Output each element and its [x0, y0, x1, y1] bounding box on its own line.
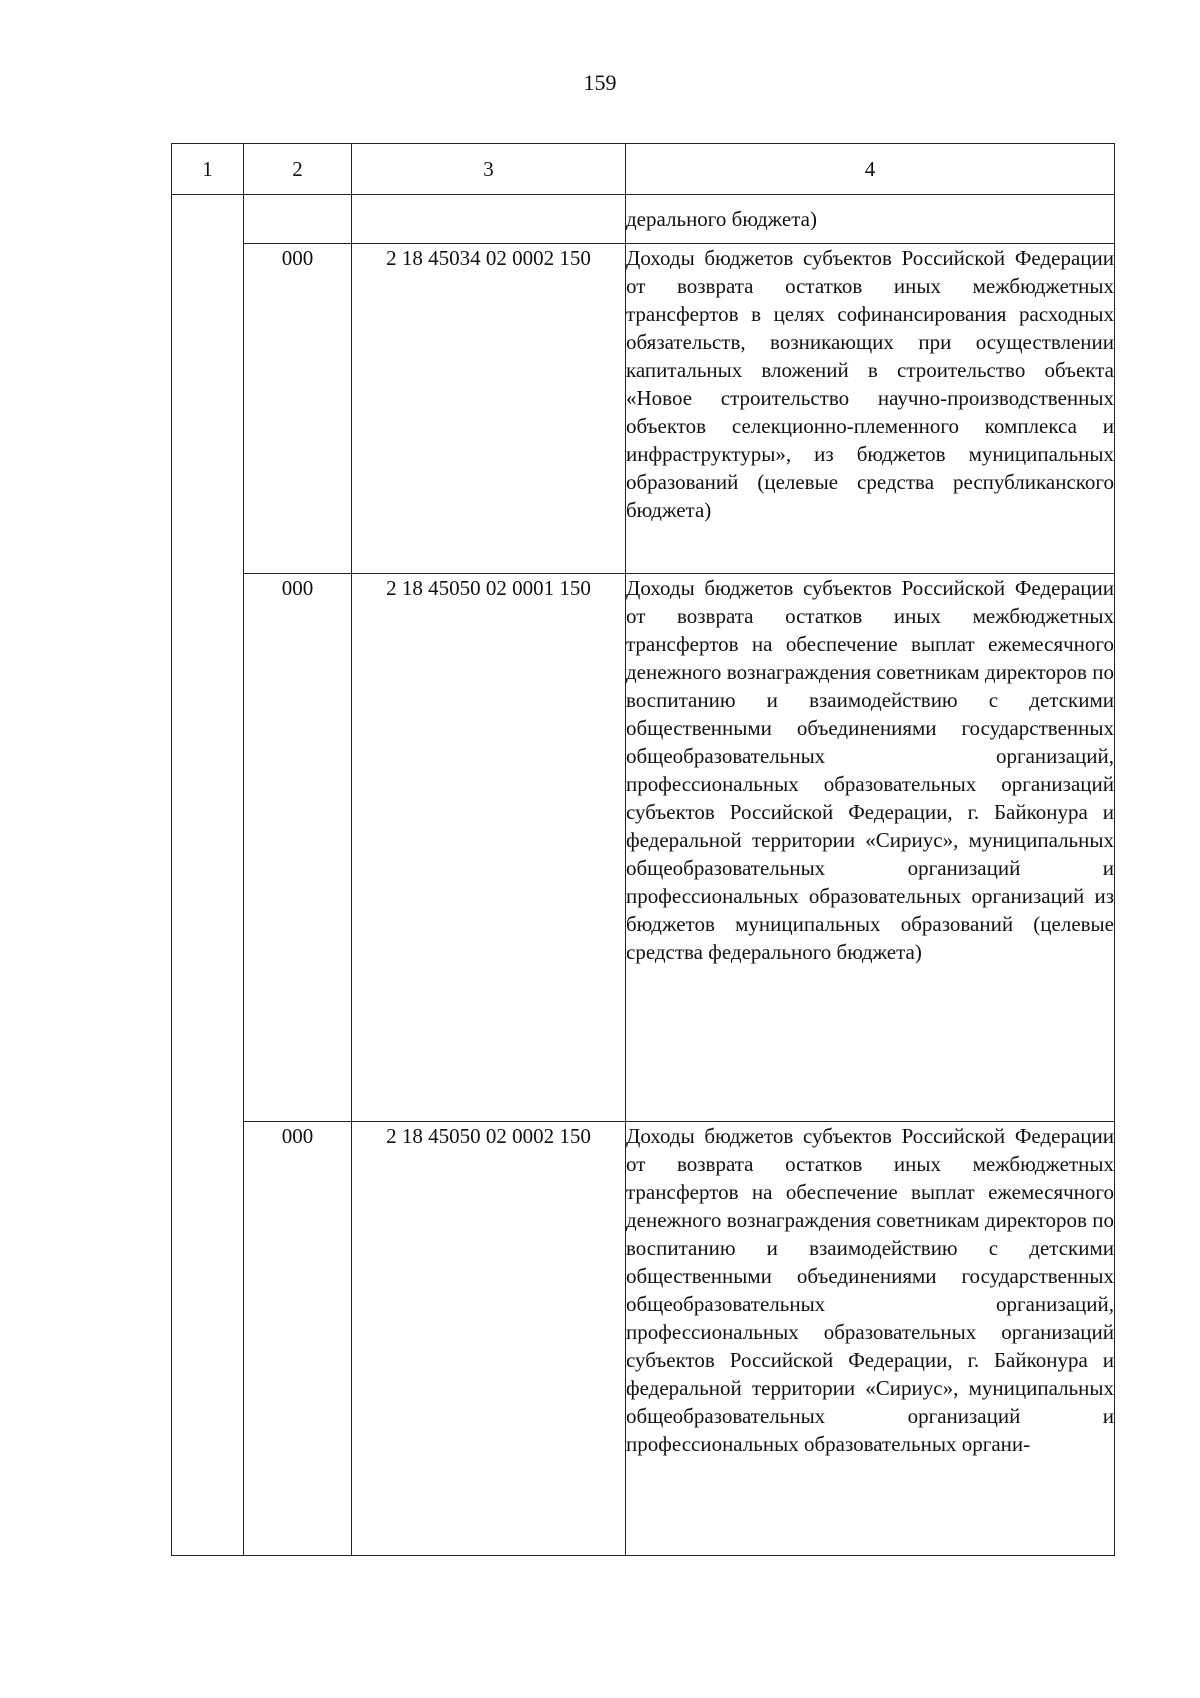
table-header — [172, 144, 1115, 195]
admin-code-cell: 000 — [244, 244, 352, 574]
table-row — [172, 195, 1115, 244]
admin-code-cell: 000 — [244, 1122, 352, 1556]
admin-code-cell: 000 — [244, 574, 352, 1122]
description-cell: Доходы бюджетов субъектов Российской Федерации от возврата остатков иных межбюджетных трансфертов на обеспечение выплат ежемесячного денежного вознаграждения советникам директоров по воспитанию и взаимодействию с детскими общественными объединениями государственных общеобразовательных организаций, профессиональных образовательных организаций субъектов Российской Федерации, г. Байконура и федеральной территории «Сириус», муниципальных общеобразовательных организаций и профессиональных образовательных организаций из бюджетов муниципальных образований (целевые средства федерального бюджета) — [626, 574, 1115, 1122]
admin-code-cell — [244, 195, 352, 244]
kbk-code-cell — [352, 195, 626, 244]
table-row — [172, 1122, 1115, 1556]
revenue-classification-table — [171, 143, 1115, 1556]
header-col-1: 1 — [172, 144, 244, 195]
kbk-code-cell: 2 18 45050 02 0002 150 — [352, 1122, 626, 1556]
kbk-code-cell: 2 18 45050 02 0001 150 — [352, 574, 626, 1122]
header-col-3: 3 — [352, 144, 626, 195]
table-body — [172, 195, 1115, 1556]
description-cell: Доходы бюджетов субъектов Российской Федерации от возврата остатков иных межбюджетных трансфертов в целях софинансирования расходных обязательств, возникающих при осуществлении капитальных вложений в строительство объекта «Новое строительство научно-производственных объектов селекционно-племенного комплекса и инфраструктуры», из бюджетов муниципальных образований (целевые средства республиканского бюджета) — [626, 244, 1115, 574]
row-number-cell — [172, 195, 244, 1556]
header-row — [172, 144, 1115, 195]
kbk-code-cell: 2 18 45034 02 0002 150 — [352, 244, 626, 574]
table-row — [172, 244, 1115, 574]
header-col-4: 4 — [626, 144, 1115, 195]
description-cell: Доходы бюджетов субъектов Российской Федерации от возврата остатков иных межбюджетных трансфертов на обеспечение выплат ежемесячного денежного вознаграждения советникам директоров по воспитанию и взаимодействию с детскими общественными объединениями государственных общеобразовательных организаций, профессиональных образовательных организаций субъектов Российской Федерации, г. Байконура и федеральной территории «Сириус», муниципальных общеобразовательных организаций и профессиональных образовательных органи- — [626, 1122, 1115, 1556]
table-row — [172, 574, 1115, 1122]
header-col-2: 2 — [244, 144, 352, 195]
description-cell: дерального бюджета) — [626, 195, 1115, 244]
page-number: 159 — [583, 70, 617, 95]
